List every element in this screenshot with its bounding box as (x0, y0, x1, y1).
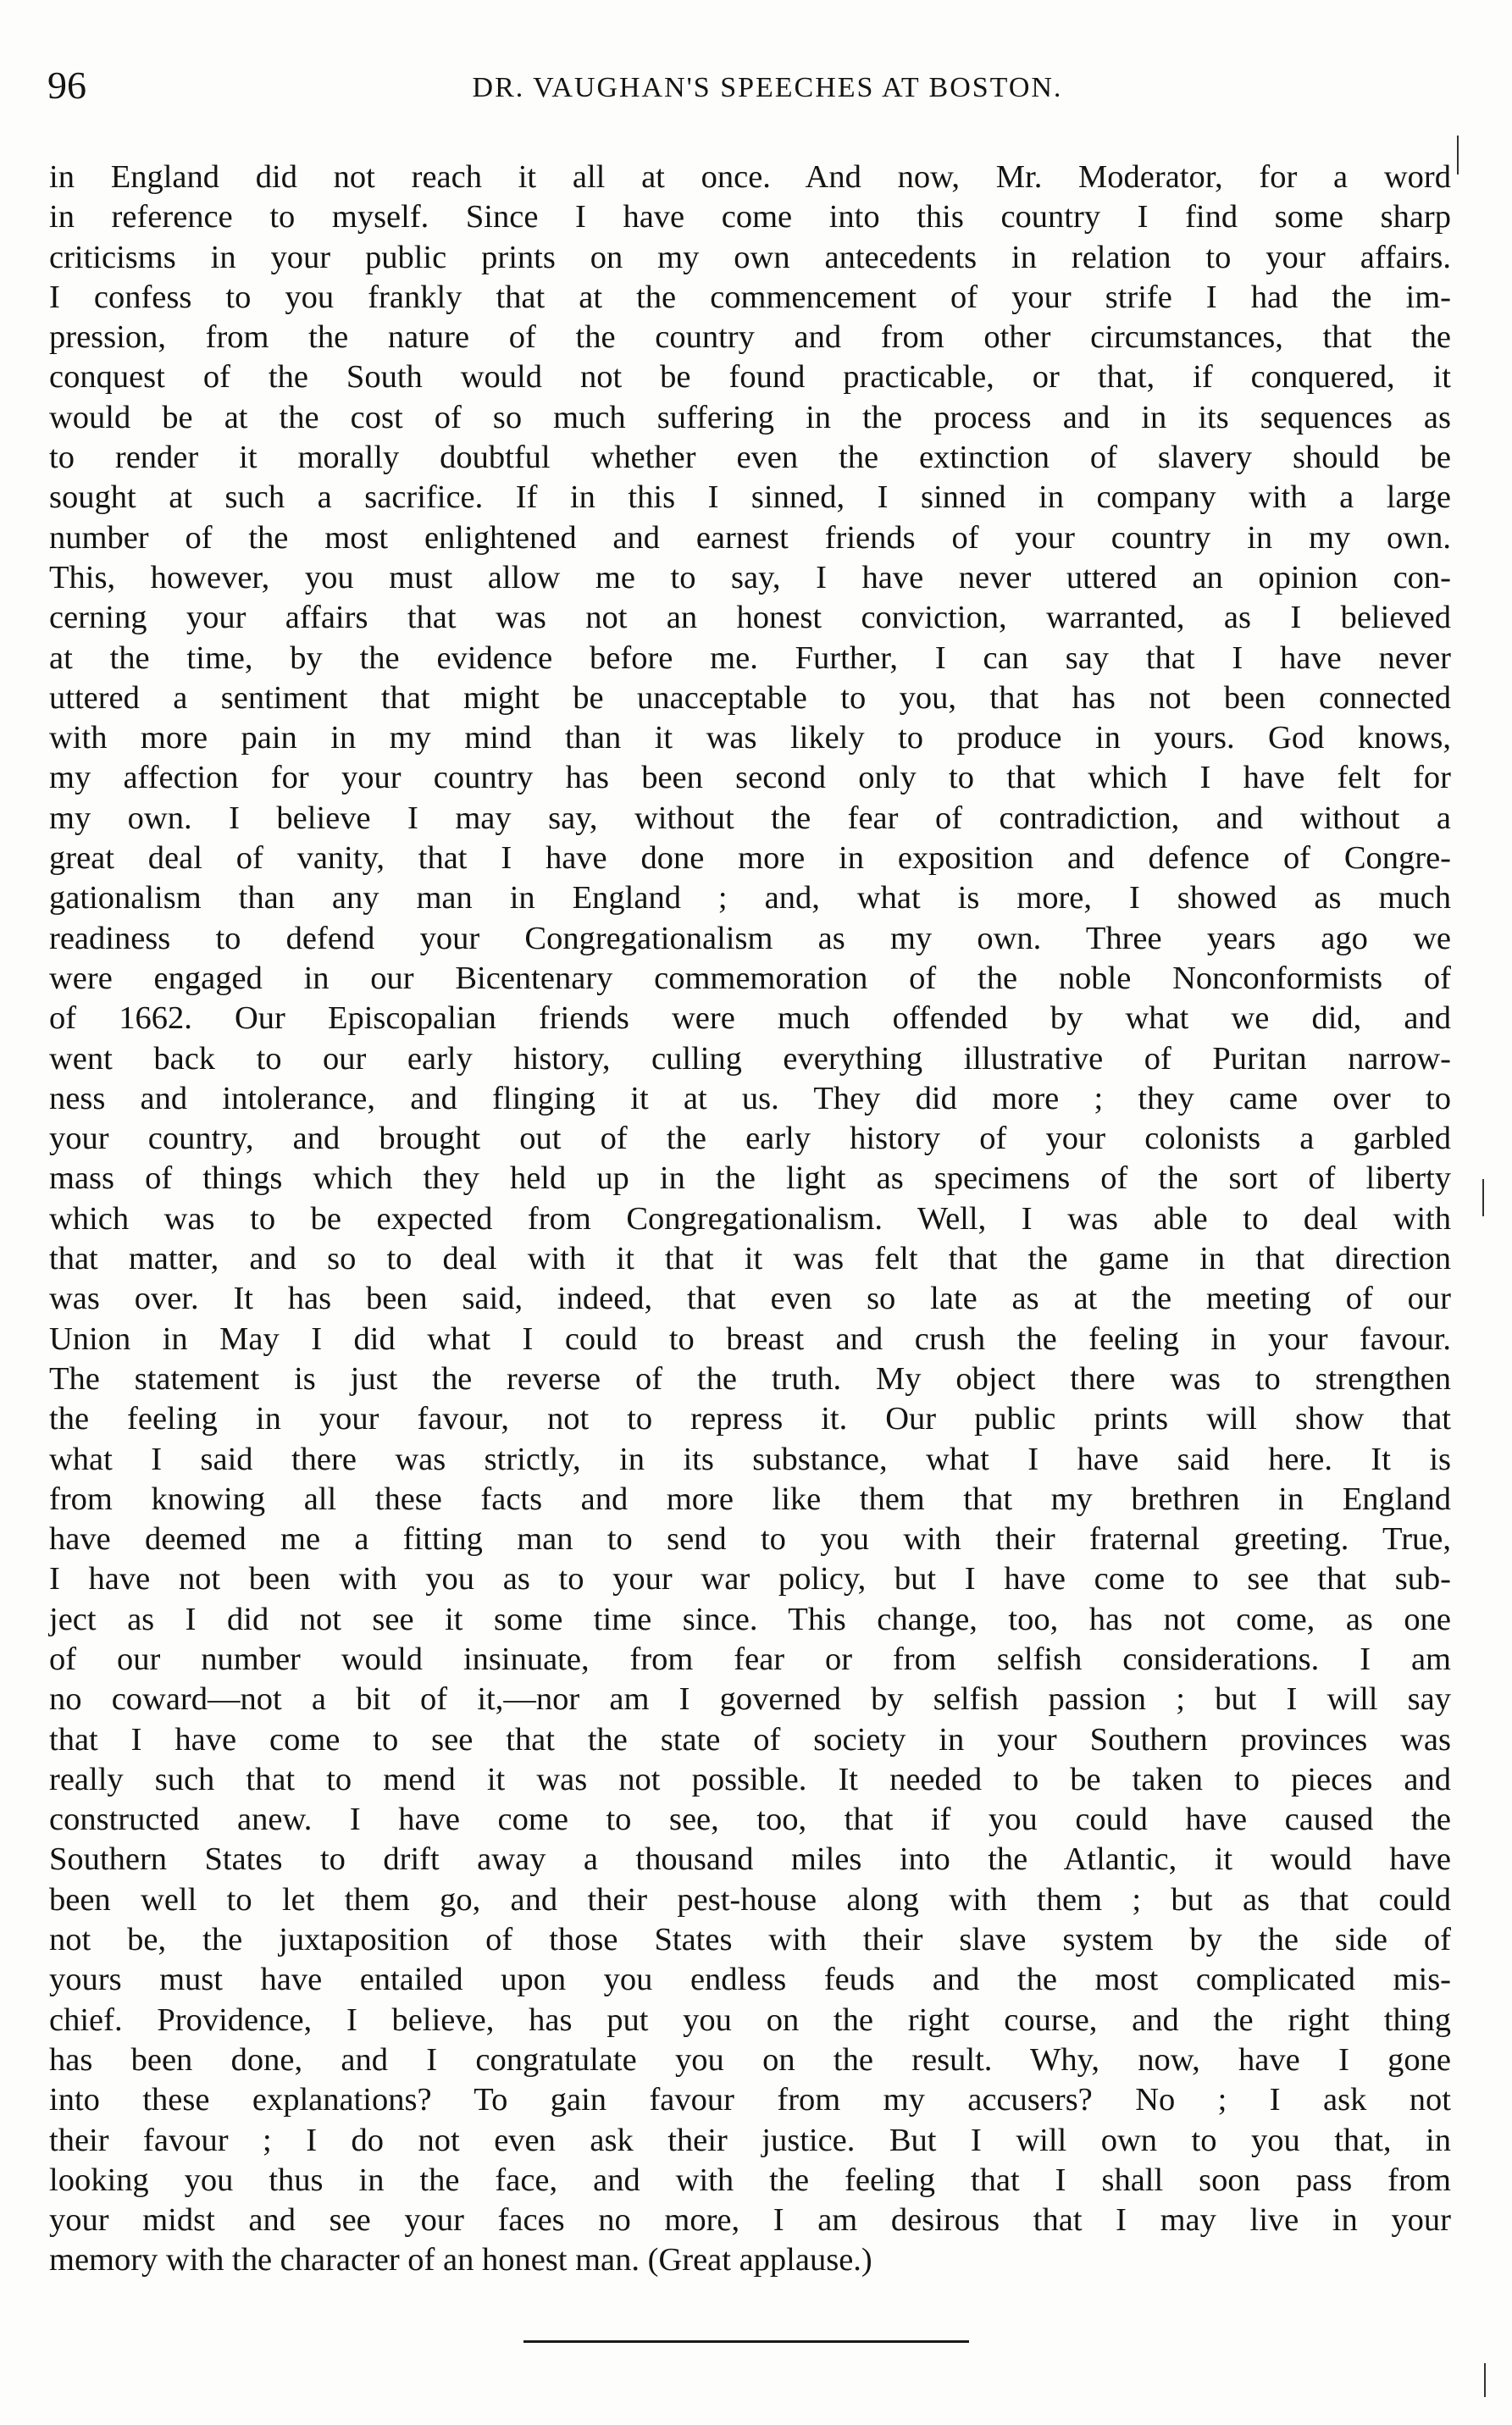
text-line: at the time, by the evidence before me. Further, I can say that I have never (49, 639, 1451, 676)
text-line: readiness to defend your Congregationalism as my own. Three years ago we (49, 920, 1451, 956)
text-line: from knowing all these facts and more like them that my brethren in England (49, 1481, 1451, 1517)
text-line: chief. Providence, I believe, has put you on the right course, and the right thing (49, 2001, 1451, 2038)
text-line: number of the most enlightened and earnest friends of your country in my own. (49, 519, 1451, 556)
running-title: DR. VAUGHAN'S SPEECHES AT BOSTON. (472, 72, 1063, 103)
text-line: my affection for your country has been second only to that which I have felt for (49, 760, 1451, 796)
text-line: I confess to you frankly that at the commencement of your strife I had the im- (49, 279, 1451, 315)
text-line: This, however, you must allow me to say, I have never uttered an opinion con- (49, 559, 1451, 595)
text-line: cerning your affairs that was not an honest conviction, warranted, as I believed (49, 600, 1451, 636)
text-line: in England did not reach it all at once. And now, Mr. Moderator, for a word (49, 159, 1451, 195)
text-line: mass of things which they held up in the light as specimens of the sort of liberty (49, 1160, 1451, 1197)
text-line: looking you thus in the face, and with the feeling that I shall soon pass from (49, 2162, 1451, 2198)
text-line: gationalism than any man in England ; and, what is more, I showed as much (49, 880, 1451, 916)
text-line: that matter, and so to deal with it that it was felt that the game in that direction (49, 1241, 1451, 1277)
text-line: with more pain in my mind than it was likely to produce in yours. God knows, (49, 720, 1451, 756)
text-line: ject as I did not see it some time since. This change, too, has not come, as one (49, 1601, 1451, 1637)
text-line: yours must have entailed upon you endless feuds and the most complicated mis- (49, 1962, 1451, 1998)
text-line: sought at such a sacrifice. If in this I sinned, I sinned in company with a large (49, 479, 1451, 516)
text-line: uttered a sentiment that might be unacceptable to you, that has not been connected (49, 679, 1451, 716)
text-line: would be at the cost of so much suffering in the process and in its sequences as (49, 399, 1451, 435)
text-line: Union in May I did what I could to breast and crush the feeling in your favour. (49, 1320, 1451, 1357)
text-line: the feeling in your favour, not to repress it. Our public prints will show that (49, 1401, 1451, 1437)
text-line: The statement is just the reverse of the truth. My object there was to strengthen (49, 1360, 1451, 1397)
text-line: no coward—not a bit of it,—nor am I governed by selfish passion ; but I will say (49, 1681, 1451, 1718)
text-line: have deemed me a fitting man to send to you with their fraternal greeting. True, (49, 1521, 1451, 1558)
page-header (47, 63, 1454, 113)
text-line: in reference to myself. Since I have come into this country I find some sharp (49, 199, 1451, 235)
text-line: constructed anew. I have come to see, too, that if you could have caused the (49, 1802, 1451, 1838)
text-line: my own. I believe I may say, without the fear of contradiction, and without a (49, 800, 1451, 836)
text-line: your midst and see your faces no more, I am desirous that I may live in your (49, 2202, 1451, 2239)
text-line: memory with the character of an honest man. (Great applause.) (49, 2242, 872, 2278)
text-line: pression, from the nature of the country and from other circumstances, that the (49, 319, 1451, 356)
text-line: their favour ; I do not even ask their justice. But I will own to you that, in (49, 2122, 1451, 2158)
speech-paragraph (49, 158, 1451, 2281)
text-line: Southern States to drift away a thousand miles into the Atlantic, it would have (49, 1841, 1451, 1878)
text-line: really such that to mend it was not possible. It needed to be taken to pieces and (49, 1761, 1451, 1797)
text-line: been well to let them go, and their pest-house along with them ; but as that could (49, 1881, 1451, 1918)
margin-mark (1484, 2363, 1486, 2397)
text-line: were engaged in our Bicentenary commemoration of the noble Nonconformists of (49, 960, 1451, 996)
margin-mark (1482, 1179, 1484, 1216)
text-line: has been done, and I congratulate you on the result. Why, now, have I gone (49, 2041, 1451, 2078)
text-line: not be, the juxtaposition of those States with their slave system by the side of (49, 1922, 1451, 1958)
text-line: that I have come to see that the state of society in your Southern provinces was (49, 1721, 1451, 1758)
text-line: your country, and brought out of the early history of your colonists a garbled (49, 1121, 1451, 1157)
page-number: 96 (47, 64, 86, 107)
text-line: of our number would insinuate, from fear or from selfish considerations. I am (49, 1641, 1451, 1677)
margin-mark (1457, 136, 1459, 174)
text-line: into these explanations? To gain favour from my accusers? No ; I ask not (49, 2082, 1451, 2118)
text-line: which was to be expected from Congregationalism. Well, I was able to deal with (49, 1200, 1451, 1237)
text-line: conquest of the South would not be found practicable, or that, if conquered, it (49, 359, 1451, 396)
text-line: was over. It has been said, indeed, that even so late as at the meeting of our (49, 1281, 1451, 1317)
text-line: ness and intolerance, and flinging it at us. They did more ; they came over to (49, 1080, 1451, 1116)
text-line: great deal of vanity, that I have done more in exposition and defence of Congre- (49, 840, 1451, 877)
text-line: of 1662. Our Episcopalian friends were much offended by what we did, and (49, 1000, 1451, 1037)
text-line: what I said there was strictly, in its substance, what I have said here. It is (49, 1441, 1451, 1477)
text-line: went back to our early history, culling everything illustrative of Puritan narrow- (49, 1040, 1451, 1077)
text-line: to render it morally doubtful whether even the extinction of slavery should be (49, 440, 1451, 476)
text-line: criticisms in your public prints on my own antecedents in relation to your affairs. (49, 239, 1451, 275)
text-line: I have not been with you as to your war policy, but I have come to see that sub- (49, 1561, 1451, 1597)
section-end-rule (523, 2340, 969, 2343)
